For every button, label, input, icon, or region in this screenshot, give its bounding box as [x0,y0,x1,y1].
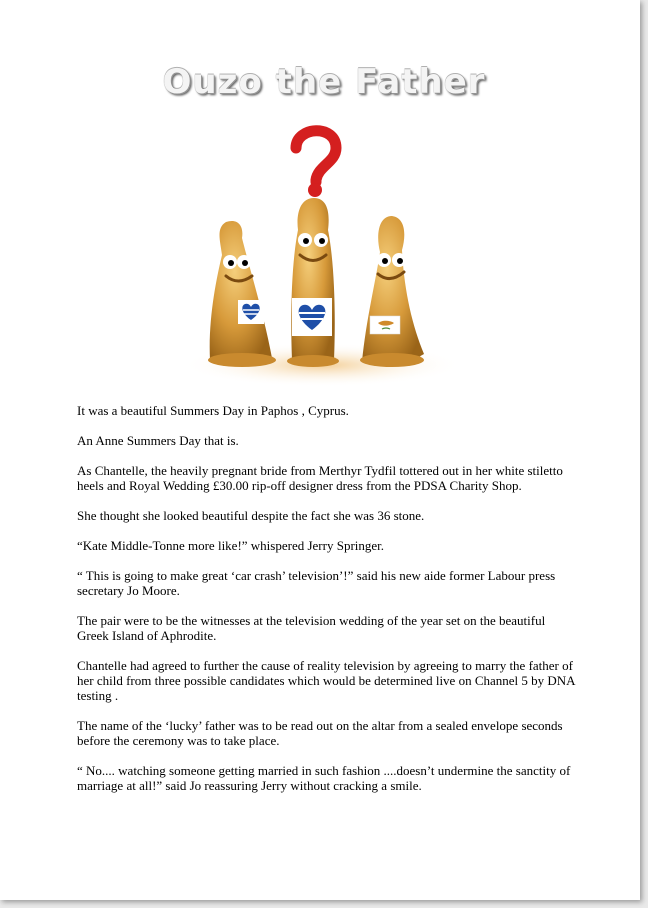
paragraph: An Anne Summers Day that is. [77,433,239,448]
question-mark-icon [296,131,336,197]
left-figure [208,221,276,367]
right-figure [360,216,424,367]
greece-heart-flag-icon [238,300,264,324]
paragraph: She thought she looked beautiful despite the fact she was 36 stone. [77,508,425,523]
story-text [77,403,577,808]
center-figure [287,198,339,367]
page-title: Ouzo the Father [162,62,486,102]
paragraph: The pair were to be the witnesses at the television wedding of the year set on the beautiful Greek Island of Aphrodite. [77,613,546,643]
paragraph: “Kate Middle-Tonne more like!” whispered Jerry Springer. [77,538,385,553]
paragraph: The name of the ‘lucky’ father was to be read out on the altar from a sealed envelope seconds before the ceremony was to take place. [77,718,563,748]
greece-heart-flag-icon [292,298,332,336]
paragraph: It was a beautiful Summers Day in Paphos , Cyprus. [77,403,349,418]
cyprus-flag-icon [370,316,400,334]
paragraph: “ No.... watching someone getting married in such fashion ....doesn’t undermine the sanctity of marriage at all!” said Jo reassuring Jerry without cracking a smile. [77,763,571,793]
paragraph: As Chantelle, the heavily pregnant bride from Merthyr Tydfil tottered out in her white stiletto heels and Royal Wedding £30.00 rip-off designer dress from the PDSA Charity Shop. [77,463,563,493]
three-figures-illustration [180,120,465,390]
paragraph: “ This is going to make great ‘car crash’ television’!” said his new aide former Labour press secretary Jo Moore. [77,568,556,598]
paragraph: Chantelle had agreed to further the cause of reality television by agreeing to marry the father of her child from three possible candidates which would be determined live on Channel 5 by DNA testing . [77,658,575,703]
